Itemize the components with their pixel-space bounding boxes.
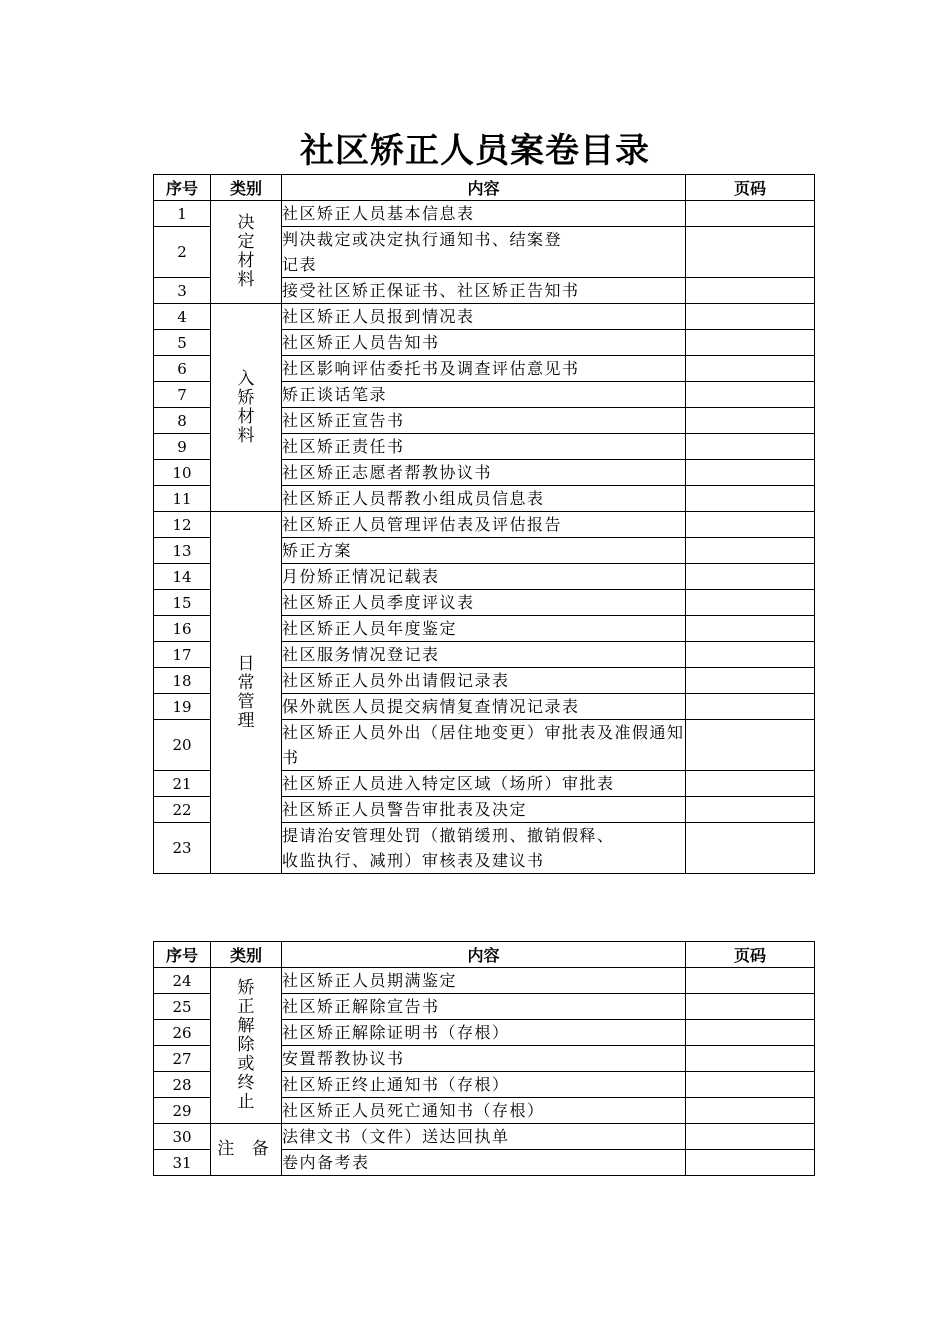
row-page bbox=[686, 642, 815, 668]
row-page bbox=[686, 434, 815, 460]
row-seq: 7 bbox=[154, 382, 211, 408]
header-category: 类别 bbox=[211, 175, 282, 201]
row-content: 保外就医人员提交病情复查情况记录表 bbox=[282, 694, 686, 720]
row-page bbox=[686, 994, 815, 1020]
row-seq: 24 bbox=[154, 968, 211, 994]
row-page bbox=[686, 382, 815, 408]
table-row bbox=[154, 1124, 815, 1150]
row-seq: 28 bbox=[154, 1072, 211, 1098]
row-content: 社区矫正责任书 bbox=[282, 434, 686, 460]
row-content: 社区矫正人员死亡通知书（存根） bbox=[282, 1098, 686, 1124]
row-seq: 31 bbox=[154, 1150, 211, 1176]
row-seq: 2 bbox=[154, 227, 211, 278]
row-seq: 22 bbox=[154, 797, 211, 823]
row-page bbox=[686, 668, 815, 694]
row-page bbox=[686, 564, 815, 590]
row-content: 社区矫正人员管理评估表及评估报告 bbox=[282, 512, 686, 538]
row-page bbox=[686, 201, 815, 227]
category-decision: 决定材料 bbox=[211, 201, 282, 304]
row-seq: 8 bbox=[154, 408, 211, 434]
row-page bbox=[686, 720, 815, 771]
row-content: 社区影响评估委托书及调查评估意见书 bbox=[282, 356, 686, 382]
row-content: 矫正谈话笔录 bbox=[282, 382, 686, 408]
row-seq: 6 bbox=[154, 356, 211, 382]
row-page bbox=[686, 590, 815, 616]
row-content: 社区矫正人员进入特定区域（场所）审批表 bbox=[282, 771, 686, 797]
category-intake: 入矫材料 bbox=[211, 304, 282, 512]
category-remarks: 注 备 bbox=[211, 1124, 282, 1176]
row-seq: 11 bbox=[154, 486, 211, 512]
row-content: 提请治安管理处罚（撤销缓刑、撤销假释、收监执行、减刑）审核表及建议书 bbox=[282, 823, 686, 874]
catalog-table-2 bbox=[153, 941, 815, 1176]
row-content: 社区矫正宣告书 bbox=[282, 408, 686, 434]
row-content: 社区矫正终止通知书（存根） bbox=[282, 1072, 686, 1098]
row-page bbox=[686, 968, 815, 994]
row-content: 社区矫正人员季度评议表 bbox=[282, 590, 686, 616]
row-seq: 15 bbox=[154, 590, 211, 616]
row-seq: 10 bbox=[154, 460, 211, 486]
row-content: 社区矫正人员告知书 bbox=[282, 330, 686, 356]
row-page bbox=[686, 771, 815, 797]
row-page bbox=[686, 460, 815, 486]
row-seq: 4 bbox=[154, 304, 211, 330]
row-seq: 13 bbox=[154, 538, 211, 564]
row-seq: 20 bbox=[154, 720, 211, 771]
header-page: 页码 bbox=[686, 942, 815, 968]
row-content: 社区矫正人员基本信息表 bbox=[282, 201, 686, 227]
row-seq: 18 bbox=[154, 668, 211, 694]
row-seq: 25 bbox=[154, 994, 211, 1020]
row-content: 社区矫正人员警告审批表及决定 bbox=[282, 797, 686, 823]
row-seq: 30 bbox=[154, 1124, 211, 1150]
row-content: 社区矫正人员年度鉴定 bbox=[282, 616, 686, 642]
row-page bbox=[686, 538, 815, 564]
category-daily: 日常管理 bbox=[211, 512, 282, 874]
row-content: 安置帮教协议书 bbox=[282, 1046, 686, 1072]
header-category: 类别 bbox=[211, 942, 282, 968]
header-seq: 序号 bbox=[154, 175, 211, 201]
row-content: 矫正方案 bbox=[282, 538, 686, 564]
row-page bbox=[686, 486, 815, 512]
row-page bbox=[686, 227, 815, 278]
row-page bbox=[686, 1098, 815, 1124]
row-page bbox=[686, 278, 815, 304]
row-content: 卷内备考表 bbox=[282, 1150, 686, 1176]
row-content: 社区矫正人员报到情况表 bbox=[282, 304, 686, 330]
row-content: 社区矫正解除证明书（存根） bbox=[282, 1020, 686, 1046]
table-header-row bbox=[154, 942, 815, 968]
row-content: 社区矫正解除宣告书 bbox=[282, 994, 686, 1020]
row-seq: 12 bbox=[154, 512, 211, 538]
row-content: 法律文书（文件）送达回执单 bbox=[282, 1124, 686, 1150]
row-content: 社区矫正人员外出（居住地变更）审批表及准假通知书 bbox=[282, 720, 686, 771]
row-page bbox=[686, 330, 815, 356]
row-content: 社区矫正人员外出请假记录表 bbox=[282, 668, 686, 694]
row-seq: 26 bbox=[154, 1020, 211, 1046]
row-page bbox=[686, 304, 815, 330]
row-content: 判决裁定或决定执行通知书、结案登记表 bbox=[282, 227, 686, 278]
row-page bbox=[686, 1072, 815, 1098]
header-seq: 序号 bbox=[154, 942, 211, 968]
row-seq: 17 bbox=[154, 642, 211, 668]
row-seq: 3 bbox=[154, 278, 211, 304]
row-seq: 1 bbox=[154, 201, 211, 227]
row-seq: 9 bbox=[154, 434, 211, 460]
row-seq: 23 bbox=[154, 823, 211, 874]
header-content: 内容 bbox=[282, 175, 686, 201]
row-page bbox=[686, 356, 815, 382]
table-header-row bbox=[154, 175, 815, 201]
header-content: 内容 bbox=[282, 942, 686, 968]
header-page: 页码 bbox=[686, 175, 815, 201]
catalog-table-1 bbox=[153, 174, 815, 874]
document-title: 社区矫正人员案卷目录 bbox=[300, 131, 650, 171]
row-page bbox=[686, 1020, 815, 1046]
table-row bbox=[154, 512, 815, 538]
table-row bbox=[154, 201, 815, 227]
row-page bbox=[686, 616, 815, 642]
table-row bbox=[154, 304, 815, 330]
row-seq: 29 bbox=[154, 1098, 211, 1124]
row-seq: 21 bbox=[154, 771, 211, 797]
row-content: 社区服务情况登记表 bbox=[282, 642, 686, 668]
row-seq: 5 bbox=[154, 330, 211, 356]
row-page bbox=[686, 512, 815, 538]
row-page bbox=[686, 1150, 815, 1176]
row-page bbox=[686, 823, 815, 874]
row-seq: 14 bbox=[154, 564, 211, 590]
row-content: 接受社区矫正保证书、社区矫正告知书 bbox=[282, 278, 686, 304]
category-release: 矫正解除或终止 bbox=[211, 968, 282, 1124]
row-seq: 16 bbox=[154, 616, 211, 642]
row-page bbox=[686, 1046, 815, 1072]
row-content: 月份矫正情况记载表 bbox=[282, 564, 686, 590]
row-page bbox=[686, 797, 815, 823]
row-page bbox=[686, 408, 815, 434]
table-row bbox=[154, 968, 815, 994]
row-page bbox=[686, 694, 815, 720]
row-seq: 27 bbox=[154, 1046, 211, 1072]
row-content: 社区矫正人员期满鉴定 bbox=[282, 968, 686, 994]
row-page bbox=[686, 1124, 815, 1150]
row-content: 社区矫正志愿者帮教协议书 bbox=[282, 460, 686, 486]
row-seq: 19 bbox=[154, 694, 211, 720]
row-content: 社区矫正人员帮教小组成员信息表 bbox=[282, 486, 686, 512]
